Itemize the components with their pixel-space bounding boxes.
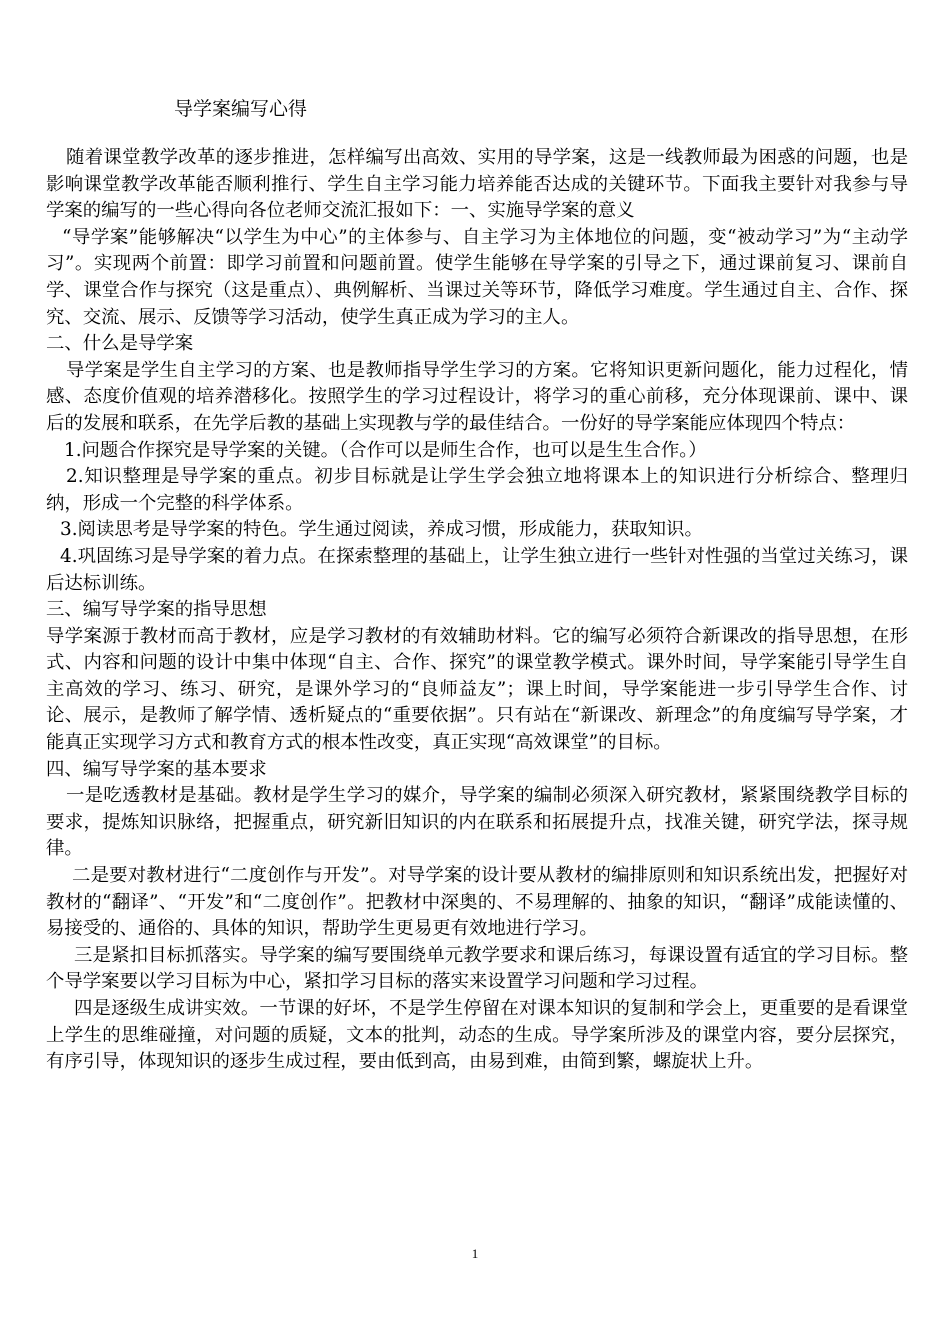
section-heading-2: 二、什么是导学案 [46,333,194,355]
list-item-4: 4.巩固练习是导学案的着力点。在探索整理的基础上，让学生独立进行一些针对性强的当堂过关练习，课后达标训练。 [46,545,908,594]
section-heading-3: 三、编写导学案的指导思想 [46,599,267,621]
list-item-2: 2.知识整理是导学案的重点。初步目标就是让学生学会独立地将课本上的知识进行分析综合、整理归纳，形成一个完整的科学体系。 [46,466,908,514]
paragraph-requirement-3: 三是紧扣目标抓落实。导学案的编写要围绕单元教学要求和课后练习，每课设置有适宜的学习目标。整个导学案要以学习目标为中心，紧扣学习目标的落实来设置学习问题和学习过程。 [46,944,908,993]
paragraph-requirement-1: 一是吃透教材是基础。教材是学生学习的媒介，导学案的编制必须深入研究教材，紧紧围绕教学目标的要求，提炼知识脉络，把握重点，研究新旧知识的内在联系和拓展提升点，找准关键，研究学法，探寻规律。 [46,785,908,860]
section-heading-4: 四、编写导学案的基本要求 [46,758,267,780]
paragraph-intro: 随着课堂教学改革的逐步推进，怎样编写出高效、实用的导学案，这是一线教师最为困惑的问题，也是影响课堂教学改革能否顺利推行、学生自主学习能力培养能否达成的关键环节。下面我主要针对我参与导学案的编写的一些心得向各位老师交流汇报如下：一、实施导学案的意义 [46,147,908,222]
list-item-3: 3.阅读思考是导学案的特色。学生通过阅读，养成习惯，形成能力，获取知识。 [60,519,703,541]
document-body [46,145,908,1076]
paragraph-requirement-2: 二是要对教材进行“二度创作与开发”。对导学案的设计要从教材的编排原则和知识系统出发，把握好对教材的“翻译”、“开发”和“二度创作”。把教材中深奥的、不易理解的、抽象的知识，“翻译”成能读懂的、易接受的、通俗的、具体的知识，帮助学生更易更有效地进行学习。 [46,865,908,940]
list-item-1: 1.问题合作探究是导学案的关键。（合作可以是师生合作，也可以是生生合作。） [64,439,707,461]
paragraph-definition: 导学案是学生自主学习的方案、也是教师指导学生学习的方案。它将知识更新问题化，能力过程化，情感、态度价值观的培养潜移化。按照学生的学习过程设计，将学习的重心前移，充分体现课前、课中、课后的发展和联系，在先学后教的基础上实现教与学的最佳结合。一份好的导学案能应体现四个特点： [46,359,908,434]
paragraph-requirement-4: 四是逐级生成讲实效。一节课的好坏，不是学生停留在对课本知识的复制和学会上，更重要的是看课堂上学生的思维碰撞，对问题的质疑，文本的批判，动态的生成。导学案所涉及的课堂内容，要分层探究，有序引导，体现知识的逐步生成过程，要由低到高，由易到难，由简到繁，螺旋状上升。 [46,998,908,1073]
paragraph-significance: “导学案”能够解决“以学生为中心”的主体参与、自主学习为主体地位的问题，变“被动学习”为“主动学习”。实现两个前置：即学习前置和问题前置。使学生能够在导学案的引导之下，通过课前复习、课前自学、课堂合作与探究（这是重点）、典例解析、当课过关等环节，降低学习难度。学生通过自主、合作、探究、交流、展示、反馈等学习活动，使学生真正成为学习的主人。 [46,226,908,328]
document-title: 导学案编写心得 [174,98,308,120]
page-number: 1 [471,1246,479,1261]
paragraph-guiding-ideas: 导学案源于教材而高于教材，应是学习教材的有效辅助材料。它的编写必须符合新课改的指导思想，在形式、内容和问题的设计中集中体现“自主、合作、探究”的课堂教学模式。课外时间，导学案能引导学生自主高效的学习、练习、研究，是课外学习的“良师益友”；课上时间，导学案能进一步引导学生合作、讨论、展示，是教师了解学情、透析疑点的“重要依据”。只有站在“新课改、新理念”的角度编写导学案，才能真正实现学习方式和教育方式的根本性改变，真正实现“高效课堂”的目标。 [46,625,908,754]
